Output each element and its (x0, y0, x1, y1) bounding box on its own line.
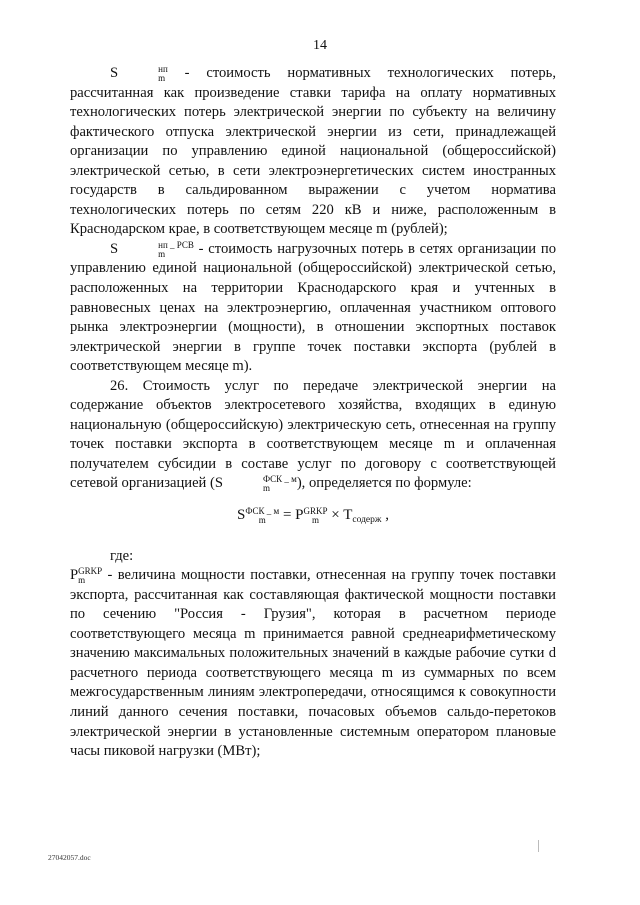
symbol-p-grkp: P GRKP m (70, 566, 103, 586)
page-number: 14 (313, 38, 327, 53)
paragraph-26: 26. Стоимость услуг по передаче электрической энергии на содержание объектов электросетевого хозяйства, входящих в единую национальную (общероссийскую) электрическую сеть, отнесенная на группу точек поставки экспорта в соответствующем месяце m и оплаченная получателем субсидии в составе услуг по договору с соответствующей сетевой организацией (S ФСК _ м m ), определяется по формуле: (70, 377, 556, 494)
symbol-s-np-rsv: S нп _ РСВ m (110, 239, 194, 259)
document-body (70, 64, 556, 762)
formula-p: P GRKP m (295, 506, 328, 526)
paragraph-p-grkp: P GRKP m - величина мощности поставки, отнесенная на группу точек поставки экспорта, рассчитанная как составляющая фактической мощности поставки по сечению "Россия - Грузия", которая в расчетном периоде соответствующего месяца m принимается равной среднеарифметическому значению максимальных положительных значений в каждые рабочие сутки d расчетного периода соответствующего месяца m из суммарных по всем межгосударственным линиям электропередачи, относящимся к совокупности линий данного сечения поставки, почасовых объемов сальдо-перетоков электрической энергии в установленные системным оператором плановые часы пиковой нагрузки (МВт); (70, 566, 556, 760)
footer-filename: 27042057.doc (48, 853, 91, 862)
margin-mark (538, 840, 539, 852)
where-label: где: (110, 547, 134, 564)
formula-lhs: S ФСК _ м m (237, 506, 280, 526)
formula: S ФСК _ м m = P GRKP m × $T_{содерж}$ , (237, 506, 389, 526)
symbol-s-np: S нп m (110, 64, 168, 83)
paragraph-s-np: S нп m - стоимость нормативных технологических потерь, рассчитанная как произведение ставки тарифа на оплату нормативных технологических потерь электрической энергии по субъекту на величину фактического отпуска электрической энергии из сети, принадлежащей организации по управлению единой национальной (общероссийской) электрической сетью, в сети электроэнергетических систем иностранных государств в сальдированном выражении с учетом норматива технологических потерь по сетям 220 кВ и ниже, расположенным в Краснодарском крае, в соответствующем месяце m (рублей); (70, 64, 556, 238)
symbol-s-fsk: S ФСК _ м m (214, 474, 297, 494)
paragraph-s-np-rsv: S нп _ РСВ m - стоимость нагрузочных потерь в сетях организации по управлению единой национальной (общероссийской) электрической сетью, расположенных на территории Краснодарского края и учтенных в равновесных ценах на электроэнергию, оплаченная участником оптового рынка электроэнергии (мощности), в отношении экспортных поставок электрической энергии в группе точек поставки экспорта (рублей в соответствующем месяце m). (70, 239, 556, 375)
formula-t: $T_{содерж}$ (343, 507, 382, 526)
